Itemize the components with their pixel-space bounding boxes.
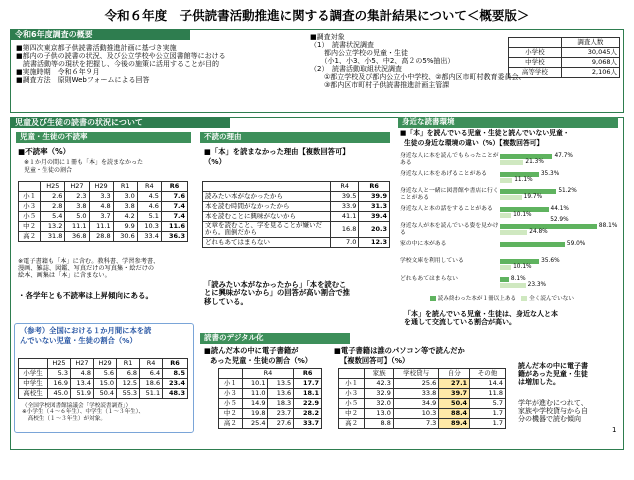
- foot-line: （全国学校図書館協議会「学校読書調査」）: [22, 403, 132, 409]
- reasons-title: （%）: [204, 157, 226, 166]
- foot-line: 絵本、画集は「本」に含まない。: [18, 272, 111, 280]
- count-table: [508, 37, 620, 78]
- cell-value: 34.9: [393, 399, 438, 409]
- column-header: 自分: [439, 369, 470, 379]
- cell-value: 10.3: [137, 222, 161, 232]
- cell-value: 15.0: [94, 379, 117, 389]
- count-value: 9,068人: [561, 58, 619, 68]
- cell-value: 4.2: [113, 212, 137, 222]
- cell-value: 12.3: [359, 237, 390, 247]
- cell-value: 14.9: [242, 399, 268, 409]
- nonreading-header: 児童・生徒の不読率: [16, 132, 191, 143]
- table-row: [19, 232, 188, 242]
- environment-header: 身近な読書環境: [398, 117, 618, 128]
- cell-value: 27.1: [439, 379, 470, 389]
- legend-swatch-b: [521, 296, 527, 301]
- table-row: [19, 192, 188, 202]
- cell-value: 88.4: [439, 409, 470, 419]
- row-label: 小学生: [19, 369, 48, 379]
- env-item-label: 身近な人と本の話をすることがある: [400, 205, 493, 212]
- digital-header: 読書のデジタル化: [200, 333, 350, 344]
- env-item-label: 学校文庫を利用している: [400, 258, 464, 264]
- cell-value: 10.1: [242, 379, 268, 389]
- table-row: [219, 409, 322, 419]
- cell-value: 30.6: [113, 232, 137, 242]
- reasons-header: 不読の理由: [200, 132, 390, 143]
- row-label: 文章を読むこと、字を見ることが嫌いだから。面倒だから: [203, 222, 331, 238]
- cell-value: 7.3: [393, 419, 438, 429]
- conclusion-line: 家族や学校貸与から自: [518, 407, 588, 416]
- cell-value: 28.8: [89, 232, 113, 242]
- cell-value: 33.8: [393, 389, 438, 399]
- cell-value: 11.1: [65, 222, 89, 232]
- env-value-a: 35.3%: [540, 170, 560, 177]
- cell-value: 31.8: [41, 232, 65, 242]
- cell-value: 13.0: [365, 409, 394, 419]
- table-row: [19, 222, 188, 232]
- cell-value: 6.4: [140, 369, 163, 379]
- conclusion-line: 分の機器で読む傾向: [518, 415, 581, 424]
- cell-value: 5.3: [47, 369, 70, 379]
- cell-value: 31.3: [359, 202, 390, 212]
- column-header: R1: [117, 359, 140, 369]
- cell-value: 4.6: [137, 202, 161, 212]
- nonreading-title: ■不読率（%）: [18, 147, 71, 156]
- national-foot: [22, 403, 144, 422]
- count-value: 2,106人: [561, 68, 619, 78]
- cell-value: 11.6: [161, 222, 187, 232]
- overview-lines: [16, 44, 306, 84]
- target-line: 都内公立学校の児童・生徒: [310, 49, 408, 58]
- env-value-b: 23.3%: [527, 281, 547, 288]
- table-row: [203, 222, 390, 238]
- cell-value: 5.6: [94, 369, 117, 379]
- digital-t1-title: ■読んだ本の中に電子書籍が: [204, 346, 299, 355]
- env-value-a-alt: 52.9%: [550, 217, 569, 223]
- cell-value: 39.9: [359, 192, 390, 202]
- cell-value: 48.3: [163, 389, 188, 399]
- foot-line: ※小学生（４～６年生）、中学生（１～３年生）、: [22, 409, 145, 416]
- count-value: 30,045人: [561, 48, 619, 58]
- reading-status-header: 児童及び生徒の読書の状況について: [10, 117, 230, 128]
- table-header-row: [339, 369, 506, 379]
- env-item-label: 身近な人と一緒に図書館や書店に行くことがある: [400, 188, 499, 201]
- column-header: R4: [140, 359, 163, 369]
- cell-value: 11.1: [89, 222, 113, 232]
- cell-value: 14.4: [470, 379, 506, 389]
- cell-value: 3.0: [113, 192, 137, 202]
- env-bar-a: [500, 242, 565, 247]
- overview-line: ■実施時期 令和６年９月: [16, 68, 100, 77]
- table-row: [19, 389, 188, 399]
- env-value-a: 35.6%: [541, 258, 560, 264]
- env-item-label: 身近な人に本をあげることがある: [400, 170, 487, 177]
- env-value-b: 10.1%: [513, 211, 532, 218]
- column-header: R6: [163, 359, 188, 369]
- cell-value: 18.1: [294, 389, 322, 399]
- env-bar-b: [500, 160, 523, 165]
- foot-line: ※電子書籍も「本」に含む。教科書、学習参考書、: [18, 258, 160, 265]
- row-label: どれもあてはまらない: [203, 237, 331, 247]
- digital-conclusion-1: [518, 362, 588, 386]
- environment-chart: [400, 152, 622, 292]
- cell-value: 2.8: [41, 202, 65, 212]
- table-row: [339, 389, 506, 399]
- national-title: んでいない児童・生徒の割合（%）: [20, 336, 137, 345]
- count-label: 小学校: [509, 48, 562, 58]
- cell-value: 1.7: [470, 409, 506, 419]
- row-label: 高２: [19, 232, 41, 242]
- national-title: （参考）全国における１か月間に本を読: [20, 326, 152, 335]
- environment-legend: [430, 296, 574, 302]
- cell-value: 7.6: [161, 192, 187, 202]
- table-row: [339, 419, 506, 429]
- cell-value: 3.8: [65, 202, 89, 212]
- cell-value: 39.7: [439, 389, 470, 399]
- column-header: R6: [161, 182, 187, 192]
- digital-t1-title: あった児童・生徒の割合（%）: [210, 356, 313, 365]
- legend-label-a: 読み終わった本が１冊以上ある: [437, 296, 517, 302]
- cell-value: 11.0: [242, 389, 268, 399]
- environment-title: ■「本」を読んでいる児童・生徒と読んでいない児童・: [400, 129, 570, 137]
- cell-value: 50.4: [439, 399, 470, 409]
- cell-value: 7.4: [161, 202, 187, 212]
- cell-value: 22.9: [294, 399, 322, 409]
- reasons-conclusion: [204, 281, 350, 306]
- cell-value: 18.3: [268, 399, 294, 409]
- cell-value: 36.8: [65, 232, 89, 242]
- overview-header: 令和6年度調査の概要: [10, 29, 190, 40]
- env-item-label: 家の中に本がある: [400, 240, 447, 247]
- column-header: R6: [359, 182, 390, 192]
- nonreading-note: 児童・生徒の割合: [24, 167, 73, 174]
- digital-t2-title: ■電子書籍は誰のパソコン等で読んだか: [334, 346, 465, 355]
- cell-value: 32.0: [365, 399, 394, 409]
- row-label: 高２: [219, 419, 243, 429]
- cell-value: 13.5: [268, 379, 294, 389]
- nonreading-note: ※１か月の間に１冊も「本」を読まなかった: [24, 159, 144, 166]
- row-label: 小５: [219, 399, 243, 409]
- column-header: R4: [137, 182, 161, 192]
- table-row: [339, 379, 506, 389]
- column-header: H25: [41, 182, 65, 192]
- table-row: [339, 399, 506, 409]
- conclusion-line: は増加した。: [518, 378, 560, 387]
- conclusion-line: 移している。: [204, 296, 248, 306]
- cell-value: 4.8: [89, 202, 113, 212]
- table-row: [19, 212, 188, 222]
- row-label: 本を読むことに興味がないから: [203, 212, 331, 222]
- cell-value: 5.1: [137, 212, 161, 222]
- env-item-label: 身近な人に本を読んでもらったことがある: [400, 153, 499, 166]
- conclusion-line: 「読みたい本がなかったから」「本を読むこ: [204, 280, 347, 289]
- env-value-a: 51.2%: [558, 188, 577, 194]
- cell-value: 25.4: [242, 419, 268, 429]
- cell-value: 18.6: [140, 379, 163, 389]
- cell-value: 50.4: [94, 389, 117, 399]
- cell-value: 7.4: [161, 212, 187, 222]
- column-header: R4: [331, 182, 359, 192]
- row-label: 小１: [219, 379, 243, 389]
- cell-value: 13.6: [268, 389, 294, 399]
- cell-value: 19.8: [242, 409, 268, 419]
- digital-table-1: [218, 368, 322, 429]
- cell-value: 28.2: [294, 409, 322, 419]
- cell-value: 27.6: [268, 419, 294, 429]
- conclusion-line: 籍があった児童・生徒: [518, 370, 588, 379]
- conclusion-line: 読んだ本の中に電子書: [518, 362, 588, 370]
- digital-t2-title: 【複数回答可】（%）: [340, 356, 410, 365]
- overview-line: 読書活動等の現状を把握し、今後の施策に活用することが目的: [16, 60, 219, 69]
- env-value-b: 24.8%: [529, 229, 548, 235]
- target-line: ①都立学校及び都内公立小中学校、②都内区市町村教育委員会、: [310, 73, 526, 82]
- env-value-a: 44.1%: [550, 205, 569, 212]
- table-row: [219, 399, 322, 409]
- cell-value: 4.5: [137, 192, 161, 202]
- nonreading-conclusion: ・各学年とも不読率は上昇傾向にある。: [18, 291, 153, 300]
- column-header: 家族: [365, 369, 394, 379]
- cell-value: 2.3: [65, 192, 89, 202]
- nonreading-foot: [18, 258, 159, 279]
- digital-conclusion-2: [518, 399, 588, 423]
- cell-value: 16.9: [47, 379, 70, 389]
- env-bar-b: [500, 265, 511, 270]
- cell-value: 3.8: [113, 202, 137, 212]
- cell-value: 42.3: [365, 379, 394, 389]
- env-value-a: 47.7%: [554, 153, 573, 159]
- cell-value: 45.0: [47, 389, 70, 399]
- table-row: [203, 202, 390, 212]
- cell-value: 6.8: [117, 369, 140, 379]
- cell-value: 89.4: [439, 419, 470, 429]
- cell-value: 2.6: [41, 192, 65, 202]
- column-header: H27: [70, 359, 93, 369]
- cell-value: 11.8: [470, 389, 506, 399]
- cell-value: 41.1: [331, 212, 359, 222]
- foot-line: 漫画、雑誌、図鑑、写真だけの写真集・絵だけの: [18, 265, 155, 273]
- legend-label-b: 全く読んでいない: [529, 296, 574, 302]
- survey-target: [310, 33, 526, 90]
- row-label: 小３: [19, 202, 41, 212]
- env-item-label: どれもあてはまらない: [400, 275, 458, 282]
- env-bar-b: [500, 230, 527, 235]
- cell-value: 16.8: [331, 222, 359, 238]
- cell-value: 25.6: [393, 379, 438, 389]
- cell-value: 39.5: [331, 192, 359, 202]
- target-line: ■調査対象: [310, 33, 345, 41]
- table-row: [203, 192, 390, 202]
- row-label: 小１: [19, 192, 41, 202]
- row-label: 高２: [339, 419, 365, 429]
- cell-value: 23.4: [163, 379, 188, 389]
- table-header-row: [219, 369, 322, 379]
- cell-value: 36.3: [161, 232, 187, 242]
- table-row: [219, 419, 322, 429]
- env-bar-b: [500, 195, 522, 200]
- env-value-a: 88.1%: [598, 223, 618, 229]
- env-item-label: 身近な人が本を読んでいる姿を見かける: [400, 223, 499, 236]
- row-label: 小５: [19, 212, 41, 222]
- cell-value: 9.9: [113, 222, 137, 232]
- overview-line: ■都内の子供の読書の状況、及び公立学校や公立図書館等における: [16, 52, 226, 61]
- table-row: [219, 379, 322, 389]
- column-header: R4: [242, 369, 293, 379]
- cell-value: 17.7: [294, 379, 322, 389]
- target-line: （小1、小3、小5、中2、高２の5%抽出）: [310, 57, 455, 66]
- row-label: 小３: [219, 389, 243, 399]
- row-label: 中学生: [19, 379, 48, 389]
- cell-value: 55.3: [117, 389, 140, 399]
- environment-conclusion: [404, 310, 558, 326]
- foot-line: 高校生（１～３年生）が対象。: [22, 415, 106, 422]
- target-line: （2） 読書活動取組状況調査: [310, 65, 402, 74]
- column-header: R6: [294, 369, 322, 379]
- cell-value: 4.8: [70, 369, 93, 379]
- table-row: [19, 369, 188, 379]
- row-label: 中２: [219, 409, 243, 419]
- cell-value: 51.9: [70, 389, 93, 399]
- cell-value: 39.4: [359, 212, 390, 222]
- reasons-title: ■「本」を読まなかった理由【複数回答可】: [204, 147, 350, 156]
- nonreading-table: [18, 181, 188, 242]
- column-header: H29: [94, 359, 117, 369]
- env-bar-b: [500, 283, 526, 288]
- env-bar-b: [500, 213, 511, 218]
- cell-value: 33.7: [294, 419, 322, 429]
- cell-value: 12.5: [117, 379, 140, 389]
- env-value-a: 8.1%: [510, 275, 526, 282]
- overview-line: ■第四次東京都子供読書活動推進計画に基づき実施: [16, 44, 177, 52]
- cell-value: 3.3: [89, 192, 113, 202]
- page-title: 令和６年度 子供読書活動推進に関する調査の集計結果について＜概要版＞: [104, 8, 530, 23]
- conclusion-line: 学年が進むにつれて、: [518, 399, 588, 407]
- env-value-b: 19.7%: [523, 194, 543, 200]
- cell-value: 5.0: [65, 212, 89, 222]
- cell-value: 8.8: [365, 419, 394, 429]
- cell-value: 5.7: [470, 399, 506, 409]
- count-header: 調査人数: [561, 38, 619, 48]
- column-header: H27: [65, 182, 89, 192]
- row-label: 高校生: [19, 389, 48, 399]
- cell-value: 51.1: [140, 389, 163, 399]
- env-bar-a: [500, 224, 597, 229]
- row-label: 小３: [339, 389, 365, 399]
- cell-value: 23.7: [268, 409, 294, 419]
- column-header: 学校貸与: [393, 369, 438, 379]
- overview-line: ■調査方法 原則Webフォームによる回答: [16, 76, 150, 85]
- env-bar-b: [500, 178, 512, 183]
- row-label: 中２: [339, 409, 365, 419]
- row-label: 中２: [19, 222, 41, 232]
- row-label: 本を読む時間がなかったから: [203, 202, 331, 212]
- row-label: 小５: [339, 399, 365, 409]
- count-label: 中学校: [509, 58, 562, 68]
- cell-value: 20.3: [359, 222, 390, 238]
- table-header-row: [19, 182, 188, 192]
- count-label: 高等学校: [509, 68, 562, 78]
- column-header: R1: [113, 182, 137, 192]
- row-label: 読みたい本がなかったから: [203, 192, 331, 202]
- table-row: [203, 237, 390, 247]
- column-header: その他: [470, 369, 506, 379]
- environment-title: 生徒の身近な環境の違い（%）【複数回答可】: [404, 139, 544, 147]
- cell-value: 3.7: [89, 212, 113, 222]
- cell-value: 13.2: [41, 222, 65, 232]
- table-row: [19, 202, 188, 212]
- cell-value: 33.9: [331, 202, 359, 212]
- column-header: H25: [47, 359, 70, 369]
- conclusion-line: を通して交流している割合が高い。: [404, 318, 516, 327]
- cell-value: 10.3: [393, 409, 438, 419]
- legend-swatch-a: [430, 296, 436, 301]
- target-line: （1） 読書状況調査: [310, 41, 374, 50]
- cell-value: 1.7: [470, 419, 506, 429]
- cell-value: 13.4: [70, 379, 93, 389]
- env-value-a: 59.0%: [566, 240, 586, 247]
- env-value-b: 21.3%: [525, 159, 544, 165]
- row-label: 小１: [339, 379, 365, 389]
- env-bar-a: [500, 277, 509, 282]
- env-value-b: 10.1%: [513, 264, 532, 270]
- table-header-row: [19, 359, 188, 369]
- conclusion-line: とに興味がないから」の回答が高い割合で推: [204, 288, 350, 298]
- cell-value: 7.0: [331, 237, 359, 247]
- table-header-row: [203, 182, 390, 192]
- page-number: 1: [612, 426, 617, 434]
- national-table: [18, 358, 188, 399]
- column-header: H29: [89, 182, 113, 192]
- cell-value: 32.9: [365, 389, 394, 399]
- cell-value: 8.5: [163, 369, 188, 379]
- digital-table-2: [338, 368, 506, 429]
- target-line: ③都内区市町村子供読書推進計画主管課: [310, 81, 450, 90]
- table-row: [19, 379, 188, 389]
- table-row: [203, 212, 390, 222]
- reasons-table: [202, 181, 390, 248]
- table-row: [339, 409, 506, 419]
- conclusion-line: 「本」を読んでいる児童・生徒は、身近な人と本: [404, 310, 558, 318]
- cell-value: 5.4: [41, 212, 65, 222]
- cell-value: 33.4: [137, 232, 161, 242]
- table-row: [219, 389, 322, 399]
- env-value-b: 11.1%: [514, 176, 533, 183]
